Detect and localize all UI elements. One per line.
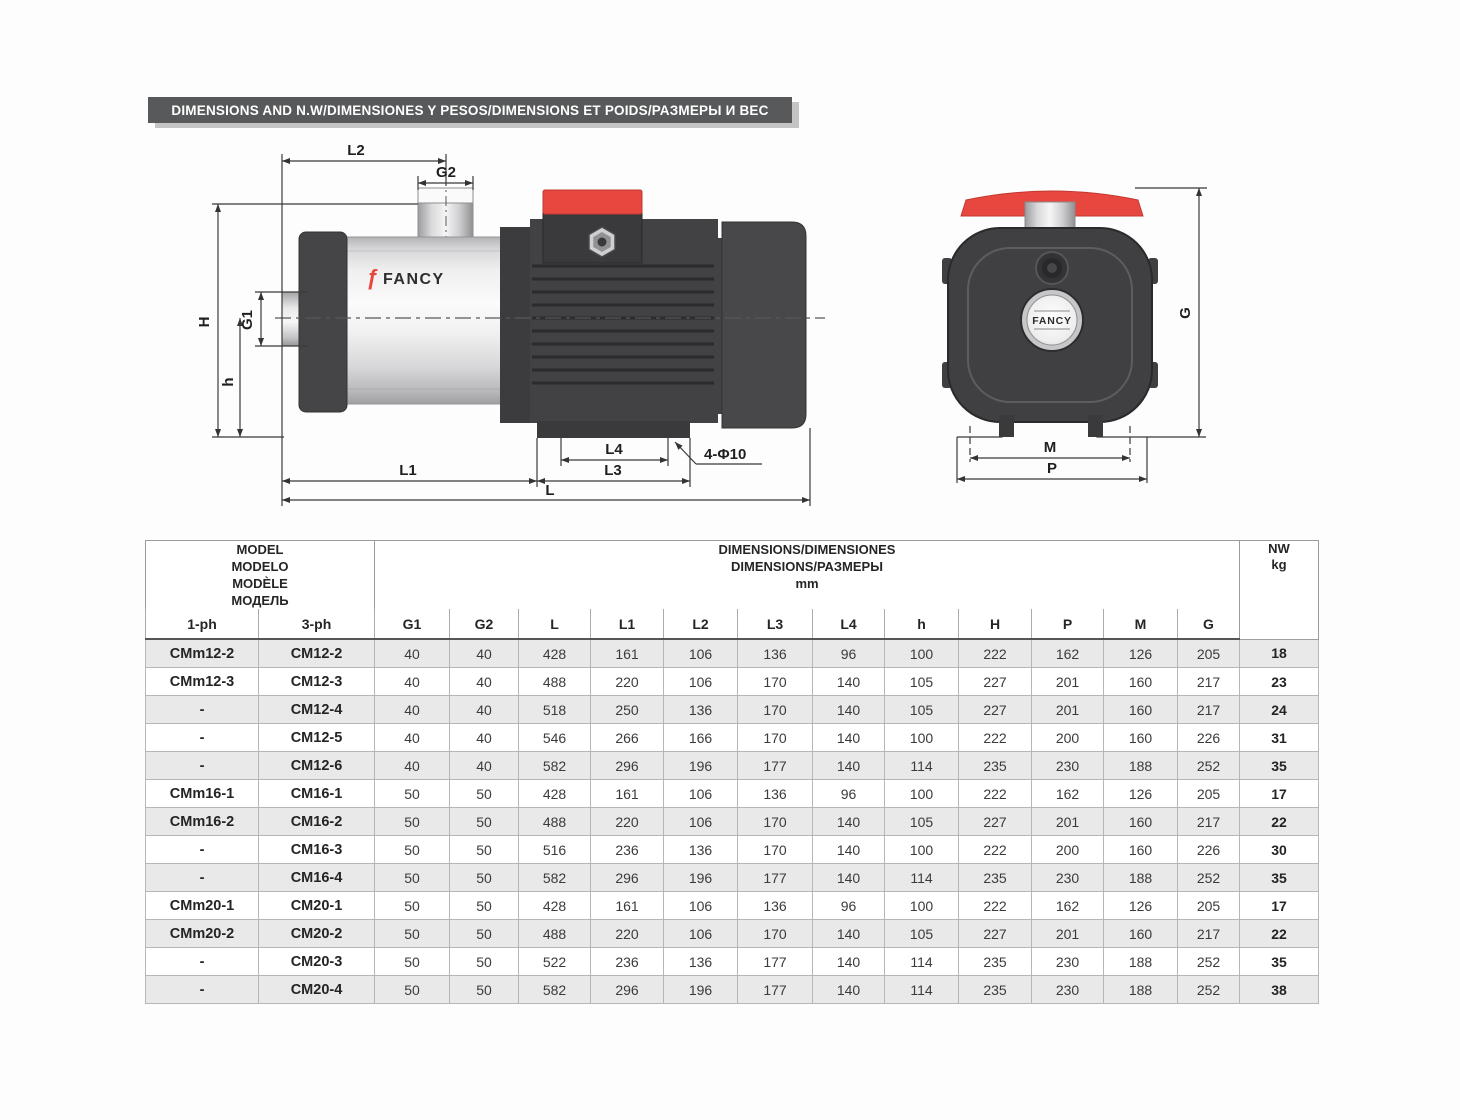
value-cell-h-small: 100 [885,836,959,864]
value-cell-l: 488 [519,920,591,948]
col-header-m: M [1104,609,1178,639]
value-cell-m: 160 [1104,836,1178,864]
table-row [146,836,1319,864]
dim-label-p: P [1046,460,1058,477]
value-cell-h-cap: 227 [959,808,1032,836]
value-cell-l: 546 [519,724,591,752]
value-cell-l1: 266 [591,724,664,752]
table-row [146,920,1319,948]
value-cell-g-cap: 252 [1178,976,1240,1004]
value-cell-h-cap: 227 [959,668,1032,696]
value-cell-g1: 50 [375,808,450,836]
value-cell-l: 582 [519,864,591,892]
model-1ph-cell: CMm16-1 [146,780,259,808]
net-weight-cell: 35 [1240,864,1319,892]
value-cell-g-cap: 205 [1178,639,1240,668]
value-cell-l2: 136 [664,836,738,864]
value-cell-h-cap: 235 [959,948,1032,976]
value-cell-g1: 40 [375,668,450,696]
model-1ph-cell: CMm12-3 [146,668,259,696]
value-cell-m: 188 [1104,948,1178,976]
value-cell-l2: 106 [664,668,738,696]
value-cell-l4: 140 [813,976,885,1004]
value-cell-g-cap: 226 [1178,724,1240,752]
value-cell-h-cap: 222 [959,780,1032,808]
section-title: DIMENSIONS AND N.W/DIMENSIONES Y PESOS/DIMENSIONS ET POIDS/РАЗМЕРЫ И ВЕС [148,97,792,123]
value-cell-l1: 296 [591,752,664,780]
model-3ph-cell: CM20-2 [259,920,375,948]
table-row [146,948,1319,976]
value-cell-g2: 40 [450,724,519,752]
col-header-h-cap: H [959,609,1032,639]
value-cell-l4: 96 [813,780,885,808]
value-cell-l: 582 [519,976,591,1004]
value-cell-g1: 50 [375,780,450,808]
value-cell-g-cap: 217 [1178,808,1240,836]
net-weight-cell: 23 [1240,668,1319,696]
value-cell-l3: 170 [738,696,813,724]
value-cell-h-cap: 222 [959,724,1032,752]
value-cell-l1: 220 [591,920,664,948]
value-cell-l3: 170 [738,724,813,752]
brand-logo-text: FANCY [383,271,445,288]
model-3ph-cell: CM12-4 [259,696,375,724]
dim-label-g-cap: G [1177,307,1194,319]
model-1ph-cell: - [146,752,259,780]
value-cell-h-small: 114 [885,976,959,1004]
value-cell-l2: 136 [664,696,738,724]
value-cell-l2: 106 [664,639,738,668]
dimensions-table [145,540,1319,1004]
value-cell-l3: 136 [738,892,813,920]
model-1ph-cell: CMm16-2 [146,808,259,836]
value-cell-h-cap: 235 [959,752,1032,780]
nw-header-line: kg [1271,557,1287,572]
value-cell-l1: 236 [591,836,664,864]
value-cell-l2: 136 [664,948,738,976]
value-cell-g1: 40 [375,696,450,724]
value-cell-l3: 177 [738,752,813,780]
model-3ph-cell: CM16-3 [259,836,375,864]
col-header-g-cap: G [1178,609,1240,639]
value-cell-m: 126 [1104,780,1178,808]
value-cell-g1: 50 [375,920,450,948]
value-cell-m: 188 [1104,864,1178,892]
value-cell-g-cap: 252 [1178,864,1240,892]
value-cell-l1: 161 [591,639,664,668]
dim-label-l3: L3 [604,462,622,479]
value-cell-h-small: 105 [885,696,959,724]
value-cell-l1: 296 [591,976,664,1004]
model-3ph-cell: CM20-4 [259,976,375,1004]
value-cell-g1: 40 [375,724,450,752]
dimensions-header-line: mm [795,576,819,591]
value-cell-l3: 177 [738,948,813,976]
value-cell-h-small: 100 [885,892,959,920]
value-cell-g2: 50 [450,780,519,808]
table-row [146,752,1319,780]
value-cell-g1: 50 [375,836,450,864]
value-cell-h-cap: 222 [959,836,1032,864]
value-cell-m: 126 [1104,892,1178,920]
dimensions-header-line: DIMENSIONS/РАЗМЕРЫ [731,559,883,574]
value-cell-h-cap: 235 [959,864,1032,892]
model-1ph-cell: CMm20-2 [146,920,259,948]
value-cell-g-cap: 226 [1178,836,1240,864]
value-cell-g-cap: 205 [1178,780,1240,808]
value-cell-g1: 40 [375,639,450,668]
net-weight-cell: 35 [1240,948,1319,976]
value-cell-g2: 40 [450,696,519,724]
value-cell-l: 518 [519,696,591,724]
value-cell-m: 188 [1104,976,1178,1004]
value-cell-g-cap: 217 [1178,696,1240,724]
motor-end-cap [722,222,806,428]
value-cell-l: 488 [519,668,591,696]
value-cell-l4: 140 [813,724,885,752]
col-header-g2: G2 [450,609,519,639]
model-1ph-cell: - [146,696,259,724]
value-cell-p: 162 [1032,639,1104,668]
table-body [146,639,1319,1004]
value-cell-p: 230 [1032,864,1104,892]
model-3ph-cell: CM16-4 [259,864,375,892]
nameplate [1021,289,1083,351]
value-cell-h-cap: 227 [959,920,1032,948]
value-cell-p: 201 [1032,808,1104,836]
value-cell-p: 200 [1032,724,1104,752]
value-cell-p: 201 [1032,668,1104,696]
value-cell-l2: 106 [664,892,738,920]
model-header-line: МОДЕЛЬ [231,593,289,608]
net-weight-cell: 30 [1240,836,1319,864]
net-weight-cell: 18 [1240,639,1319,668]
value-cell-g1: 50 [375,948,450,976]
pump-side-view [196,142,825,506]
value-cell-p: 162 [1032,892,1104,920]
value-cell-h-cap: 235 [959,976,1032,1004]
dim-label-g1: G1 [239,309,256,331]
table-row [146,639,1319,668]
col-header-l2: L2 [664,609,738,639]
net-weight-header [1240,541,1319,640]
net-weight-cell: 38 [1240,976,1319,1004]
col-header-l1: L1 [591,609,664,639]
value-cell-l2: 106 [664,780,738,808]
dim-label-l4: L4 [605,441,623,458]
value-cell-g-cap: 217 [1178,920,1240,948]
model-3ph-cell: CM12-2 [259,639,375,668]
table-row [146,976,1319,1004]
model-header-line: MODEL [236,542,284,557]
value-cell-h-small: 100 [885,780,959,808]
value-cell-l4: 140 [813,668,885,696]
value-cell-l2: 196 [664,864,738,892]
model-1ph-cell: - [146,976,259,1004]
table-row [146,780,1319,808]
value-cell-l2: 196 [664,976,738,1004]
value-cell-l3: 136 [738,639,813,668]
col-header-h-small: h [885,609,959,639]
value-cell-g1: 50 [375,976,450,1004]
value-cell-p: 201 [1032,920,1104,948]
value-cell-l2: 106 [664,808,738,836]
value-cell-l2: 166 [664,724,738,752]
value-cell-l: 516 [519,836,591,864]
value-cell-g-cap: 205 [1178,892,1240,920]
value-cell-l1: 161 [591,780,664,808]
value-cell-l3: 136 [738,780,813,808]
red-cap-side [543,190,642,214]
value-cell-g2: 50 [450,892,519,920]
value-cell-l4: 140 [813,808,885,836]
value-cell-l3: 170 [738,920,813,948]
model-3ph-cell: CM12-3 [259,668,375,696]
suction-flange [299,232,347,412]
col-header-g1: G1 [375,609,450,639]
value-cell-l4: 140 [813,836,885,864]
dim-label-g2: G2 [435,164,457,181]
terminal-nut-icon [589,227,615,257]
vent-plug-icon [1036,252,1068,284]
value-cell-p: 201 [1032,696,1104,724]
value-cell-l4: 140 [813,920,885,948]
value-cell-l4: 140 [813,696,885,724]
model-1ph-cell: CMm12-2 [146,639,259,668]
value-cell-h-small: 114 [885,864,959,892]
value-cell-h-cap: 222 [959,639,1032,668]
col-header-l3: L3 [738,609,813,639]
net-weight-cell: 24 [1240,696,1319,724]
value-cell-h-small: 105 [885,920,959,948]
value-cell-m: 160 [1104,724,1178,752]
net-weight-cell: 17 [1240,780,1319,808]
value-cell-l: 582 [519,752,591,780]
model-1ph-cell: CMm20-1 [146,892,259,920]
value-cell-h-small: 105 [885,668,959,696]
value-cell-l3: 177 [738,864,813,892]
value-cell-g2: 50 [450,976,519,1004]
dim-label-bolt-note: 4-Φ10 [704,446,747,463]
value-cell-l4: 140 [813,864,885,892]
dim-label-m: M [1043,439,1057,456]
value-cell-l3: 170 [738,808,813,836]
value-cell-h-small: 114 [885,948,959,976]
value-cell-g2: 50 [450,948,519,976]
table-row [146,892,1319,920]
table-row [146,696,1319,724]
value-cell-l3: 170 [738,668,813,696]
value-cell-l: 488 [519,808,591,836]
value-cell-h-small: 105 [885,808,959,836]
value-cell-g2: 50 [450,920,519,948]
dimensions-header [375,541,1240,610]
value-cell-h-small: 114 [885,752,959,780]
value-cell-l4: 140 [813,948,885,976]
value-cell-l1: 236 [591,948,664,976]
col-header-3ph: 3-ph [259,609,375,639]
value-cell-p: 230 [1032,948,1104,976]
nameplate-text: FANCY [1032,315,1072,327]
col-header-1ph: 1-ph [146,609,259,639]
table-row [146,864,1319,892]
pump-body [340,237,512,404]
value-cell-g2: 40 [450,639,519,668]
value-cell-g1: 40 [375,752,450,780]
model-1ph-cell: - [146,864,259,892]
value-cell-p: 200 [1032,836,1104,864]
net-weight-cell: 22 [1240,808,1319,836]
value-cell-m: 126 [1104,639,1178,668]
diagram-svg [150,130,1360,520]
value-cell-g2: 50 [450,808,519,836]
motor-foot [537,421,690,438]
model-1ph-cell: - [146,724,259,752]
net-weight-cell: 31 [1240,724,1319,752]
value-cell-l3: 170 [738,836,813,864]
value-cell-l: 428 [519,780,591,808]
table-row [146,724,1319,752]
value-cell-l4: 140 [813,752,885,780]
value-cell-g-cap: 252 [1178,752,1240,780]
front-foot-right [1088,415,1103,437]
dim-label-l2: L2 [347,142,365,159]
dim-label-h: h [220,377,237,387]
value-cell-g2: 40 [450,752,519,780]
value-cell-h-cap: 227 [959,696,1032,724]
value-cell-m: 160 [1104,920,1178,948]
value-cell-m: 188 [1104,752,1178,780]
value-cell-g-cap: 252 [1178,948,1240,976]
table-row [146,668,1319,696]
value-cell-h-small: 100 [885,724,959,752]
column-header-row [146,609,1319,639]
value-cell-l: 428 [519,639,591,668]
brand-logo-icon: ƒ [366,265,379,290]
model-3ph-cell: CM20-3 [259,948,375,976]
value-cell-l1: 296 [591,864,664,892]
value-cell-l1: 220 [591,808,664,836]
model-3ph-cell: CM16-1 [259,780,375,808]
value-cell-g2: 50 [450,864,519,892]
model-header-line: MODELO [231,559,289,574]
value-cell-m: 160 [1104,808,1178,836]
value-cell-l: 428 [519,892,591,920]
model-header [146,541,375,610]
value-cell-g-cap: 217 [1178,668,1240,696]
dim-label-l1: L1 [399,462,417,479]
value-cell-l: 522 [519,948,591,976]
value-cell-g2: 50 [450,836,519,864]
col-header-p: P [1032,609,1104,639]
net-weight-cell: 17 [1240,892,1319,920]
value-cell-p: 162 [1032,780,1104,808]
value-cell-l3: 177 [738,976,813,1004]
model-1ph-cell: - [146,948,259,976]
motor [500,190,806,438]
model-3ph-cell: CM16-2 [259,808,375,836]
nw-header-line: NW [1268,541,1290,556]
value-cell-l4: 96 [813,892,885,920]
dimensions-header-line: DIMENSIONS/DIMENSIONES [718,542,896,557]
table-row [146,808,1319,836]
value-cell-l2: 106 [664,920,738,948]
value-cell-l2: 196 [664,752,738,780]
net-weight-cell: 22 [1240,920,1319,948]
front-foot-left [999,415,1014,437]
model-1ph-cell: - [146,836,259,864]
col-header-l: L [519,609,591,639]
table-header [146,541,1319,640]
value-cell-g1: 50 [375,864,450,892]
model-3ph-cell: CM12-6 [259,752,375,780]
value-cell-l4: 96 [813,639,885,668]
dim-label-l: L [545,482,555,499]
pump-front-view [942,188,1207,483]
value-cell-g2: 40 [450,668,519,696]
value-cell-h-small: 100 [885,639,959,668]
value-cell-l1: 220 [591,668,664,696]
model-3ph-cell: CM12-5 [259,724,375,752]
value-cell-l1: 250 [591,696,664,724]
value-cell-g1: 50 [375,892,450,920]
net-weight-cell: 35 [1240,752,1319,780]
value-cell-p: 230 [1032,976,1104,1004]
model-header-line: MODÈLE [232,576,288,591]
value-cell-m: 160 [1104,696,1178,724]
value-cell-m: 160 [1104,668,1178,696]
value-cell-h-cap: 222 [959,892,1032,920]
dim-label-h-cap: H [196,316,213,328]
value-cell-l1: 161 [591,892,664,920]
value-cell-p: 230 [1032,752,1104,780]
col-header-l4: L4 [813,609,885,639]
pump-dimension-diagram [150,130,1360,520]
model-3ph-cell: CM20-1 [259,892,375,920]
